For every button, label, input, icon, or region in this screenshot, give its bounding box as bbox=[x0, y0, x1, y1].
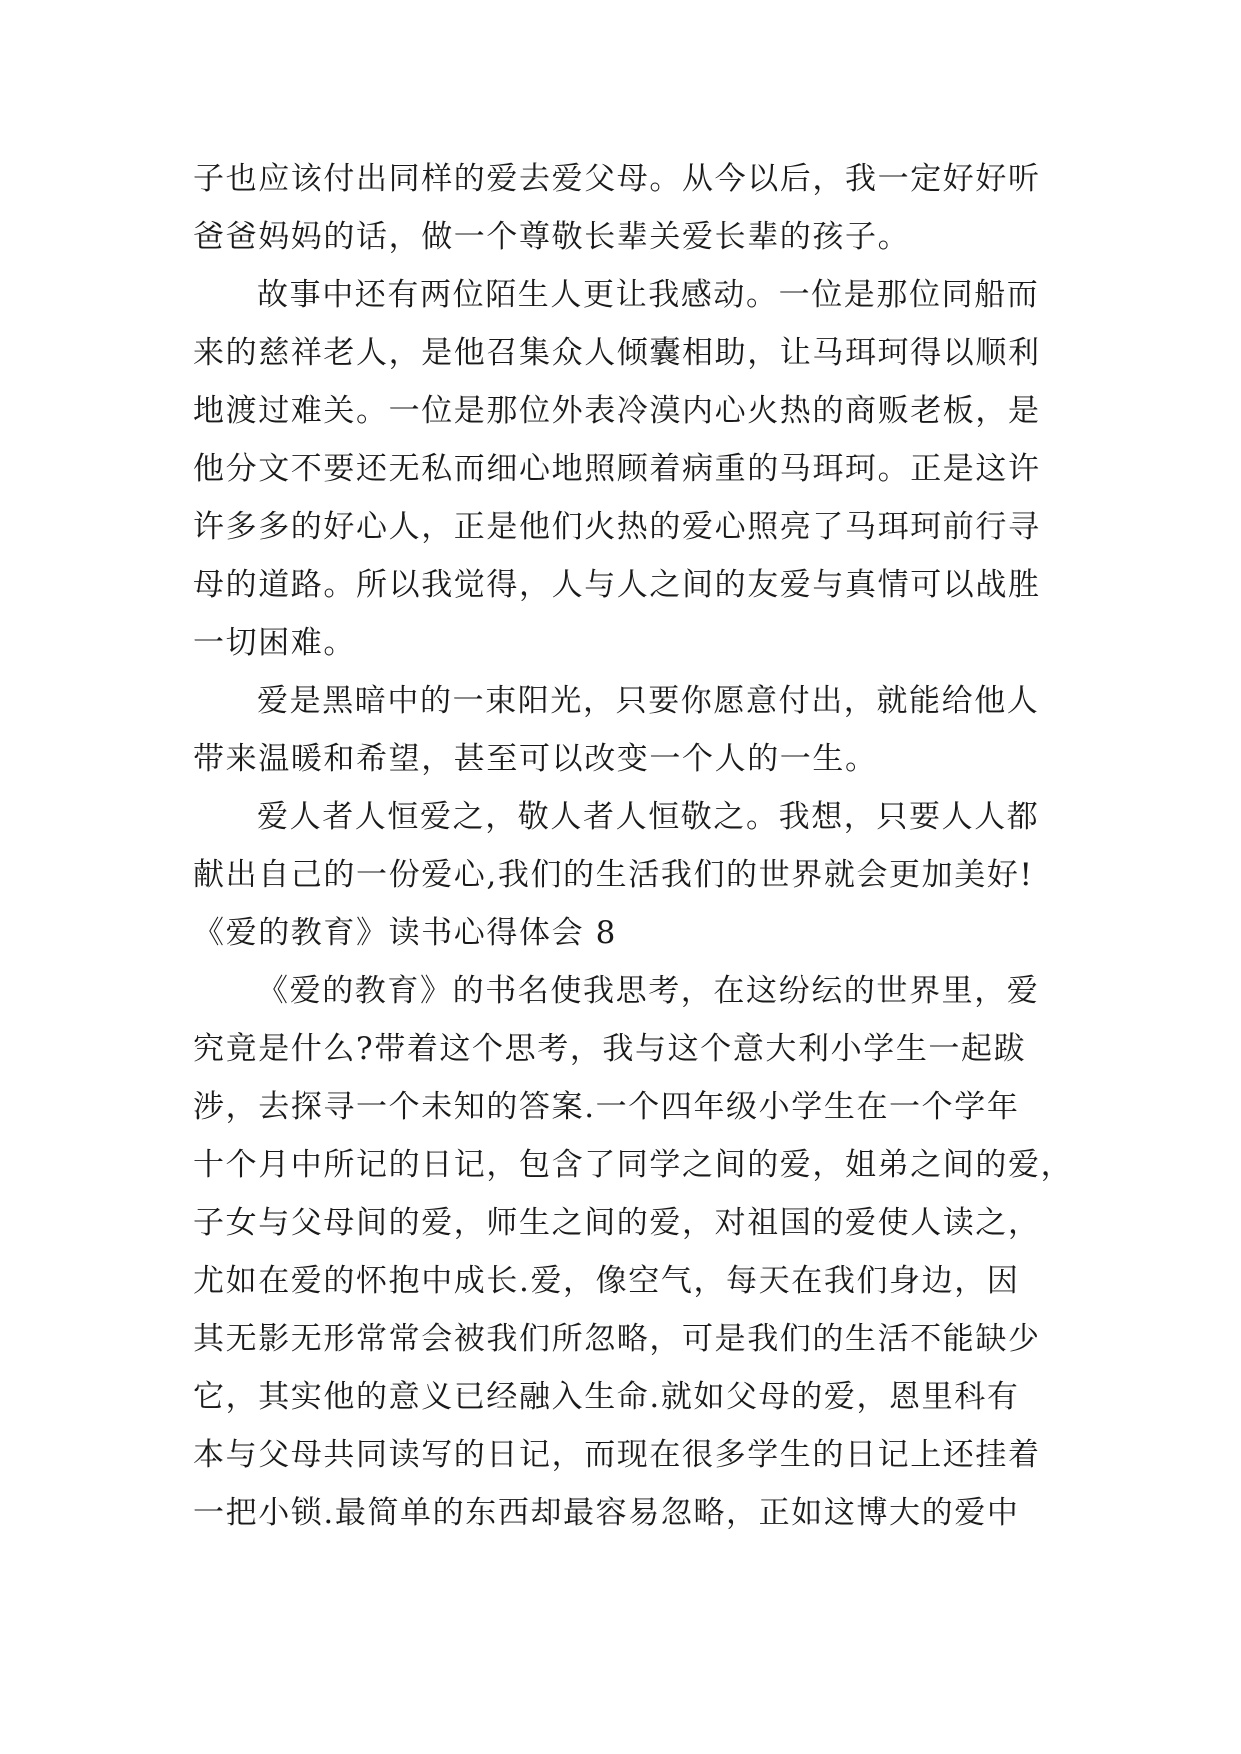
text-line: 它，其实他的意义已经融入生命.就如父母的爱，恩里科有 bbox=[193, 1379, 1020, 1415]
text-line: 他分文不要还无私而细心地照顾着病重的马珥珂。正是这许 bbox=[193, 451, 1041, 487]
text-line: 爸爸妈妈的话，做一个尊敬长辈关爱长辈的孩子。 bbox=[193, 219, 911, 255]
text-line: 涉，去探寻一个未知的答案.一个四年级小学生在一个学年 bbox=[193, 1089, 1020, 1125]
text-line: 一把小锁.最简单的东西却最容易忽略，正如这博大的爱中 bbox=[193, 1495, 1020, 1531]
text-line: 其无影无形常常会被我们所忽略，可是我们的生活不能缺少 bbox=[193, 1321, 1041, 1357]
text-line: 来的慈祥老人，是他召集众人倾囊相助，让马珥珂得以顺利 bbox=[193, 335, 1041, 371]
paragraph-start-line: 爱人者人恒爱之，敬人者人恒敬之。我想，只要人人都 bbox=[257, 799, 1040, 835]
text-line: 带来温暖和希望，甚至可以改变一个人的一生。 bbox=[193, 741, 878, 777]
text-line: 母的道路。所以我觉得，人与人之间的友爱与真情可以战胜 bbox=[193, 567, 1041, 603]
document-body bbox=[193, 150, 1074, 1542]
text-line: 究竟是什么?带着这个思考，我与这个意大利小学生一起跋 bbox=[193, 1031, 1027, 1067]
paragraph-start-line: 故事中还有两位陌生人更让我感动。一位是那位同船而 bbox=[257, 277, 1040, 313]
text-line: 十个月中所记的日记，包含了同学之间的爱，姐弟之间的爱， bbox=[193, 1147, 1074, 1183]
text-line: 本与父母共同读写的日记，而现在很多学生的日记上还挂着 bbox=[193, 1437, 1041, 1473]
text-line: 献出自己的一份爱心,我们的生活我们的世界就会更加美好! bbox=[193, 857, 1034, 893]
section-heading: 《爱的教育》读书心得体会 8 bbox=[193, 915, 617, 951]
paragraph-start-line: 爱是黑暗中的一束阳光，只要你愿意付出，就能给他人 bbox=[257, 683, 1040, 719]
text-line: 尤如在爱的怀抱中成长.爱，像空气，每天在我们身边，因 bbox=[193, 1263, 1020, 1299]
text-line: 子女与父母间的爱，师生之间的爱，对祖国的爱使人读之， bbox=[193, 1205, 1041, 1241]
text-line: 一切困难。 bbox=[193, 625, 356, 661]
text-line: 子也应该付出同样的爱去爱父母。从今以后，我一定好好听 bbox=[193, 161, 1041, 197]
text-line: 许多多的好心人，正是他们火热的爱心照亮了马珥珂前行寻 bbox=[193, 509, 1041, 545]
paragraph-start-line: 《爱的教育》的书名使我思考，在这纷纭的世界里，爱 bbox=[257, 973, 1040, 1009]
text-line: 地渡过难关。一位是那位外表冷漠内心火热的商贩老板，是 bbox=[193, 393, 1041, 429]
